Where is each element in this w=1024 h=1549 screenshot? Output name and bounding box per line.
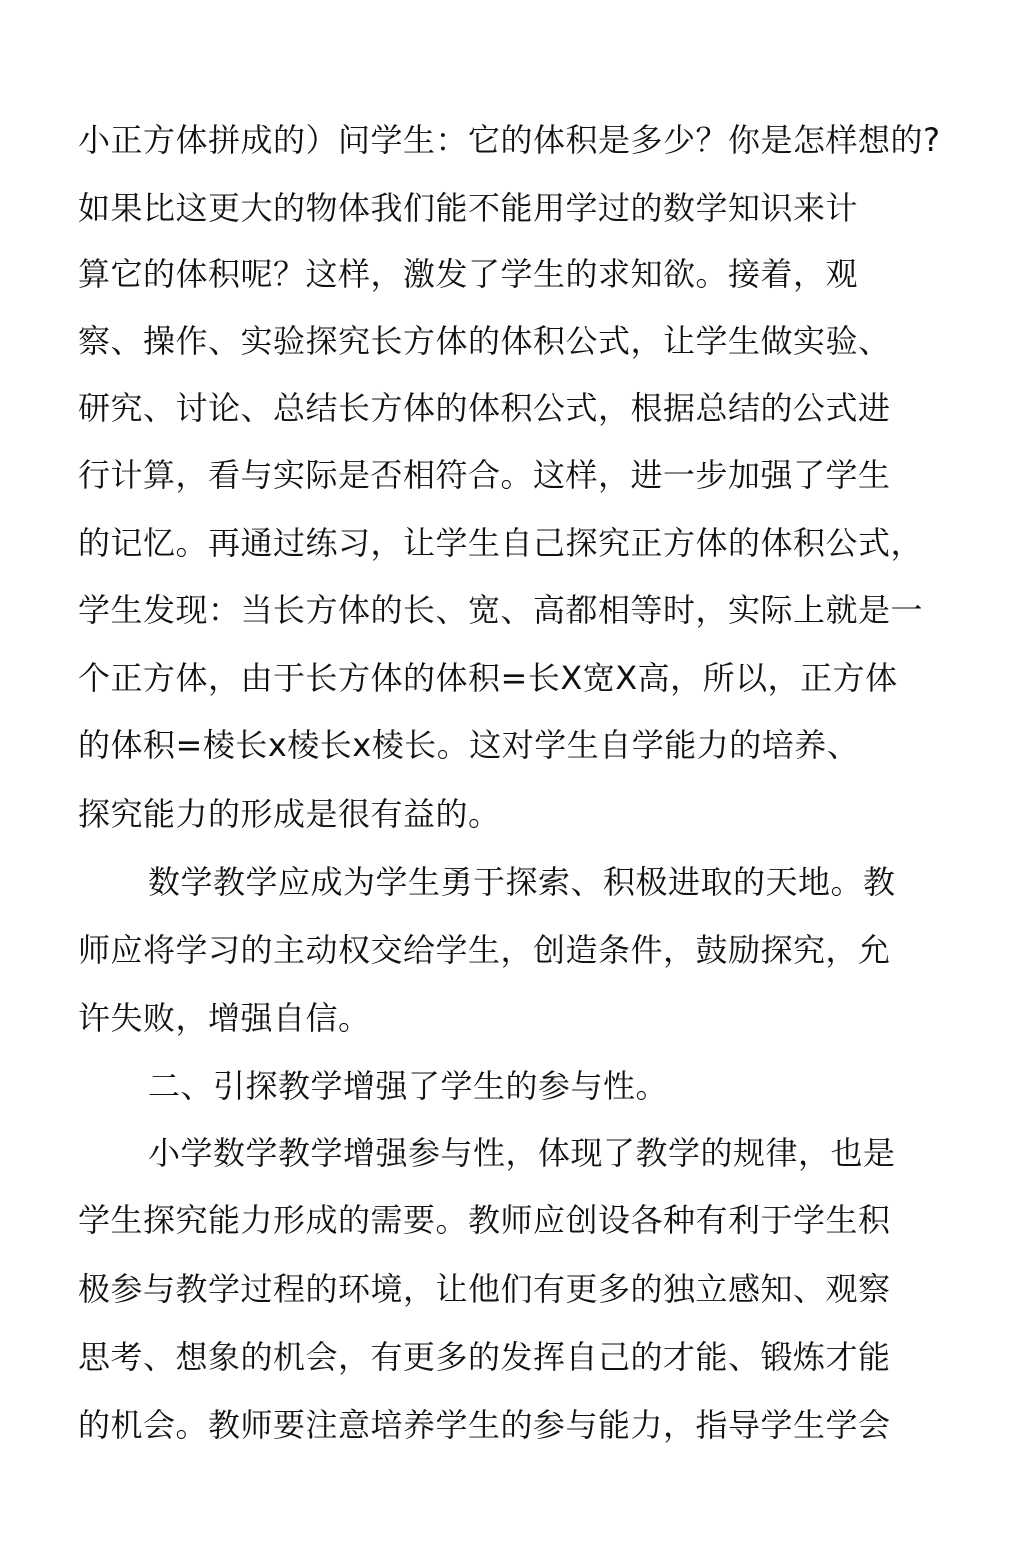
text-line: 算它的体积呢？这样，激发了学生的求知欲。接着，观	[78, 255, 859, 293]
text-line: 的记忆。再通过练习，让学生自己探究正方体的体积公式，	[78, 524, 924, 562]
text-line: 的体积=棱长x棱长x棱长。这对学生自学能力的培养、	[78, 726, 860, 764]
text-line: 许失败，增强自信。	[78, 999, 371, 1037]
text-line: 的机会。教师要注意培养学生的参与能力，指导学生学会	[78, 1406, 891, 1444]
section-heading: 二、引探教学增强了学生的参与性。	[148, 1067, 669, 1105]
text-line: 察、操作、实验探究长方体的体积公式，让学生做实验、	[78, 322, 891, 360]
text-line: 学生发现：当长方体的长、宽、高都相等时，实际上就是一	[78, 591, 924, 629]
text-line: 行计算，看与实际是否相符合。这样，进一步加强了学生	[78, 456, 891, 494]
text-line: 个正方体，由于长方体的体积=长X宽X高，所以，正方体	[78, 659, 898, 697]
text-line: 师应将学习的主动权交给学生，创造条件，鼓励探究，允	[78, 931, 891, 969]
paragraph-first-line: 小学数学教学增强参与性，体现了教学的规律，也是	[148, 1134, 896, 1172]
text-line: 研究、讨论、总结长方体的体积公式，根据总结的公式进	[78, 389, 891, 427]
text-line: 极参与教学过程的环境，让他们有更多的独立感知、观察	[78, 1270, 891, 1308]
text-line: 探究能力的形成是很有益的。	[78, 795, 501, 833]
text-line: 思考、想象的机会，有更多的发挥自己的才能、锻炼才能	[78, 1338, 891, 1376]
text-line: 如果比这更大的物体我们能不能用学过的数学知识来计	[78, 189, 859, 227]
paragraph-first-line: 数学教学应成为学生勇于探索、积极进取的天地。教	[148, 863, 896, 901]
text-line: 学生探究能力形成的需要。教师应创设各种有利于学生积	[78, 1201, 891, 1239]
text-line: 小正方体拼成的）问学生：它的体积是多少？你是怎样想的?	[78, 121, 941, 159]
